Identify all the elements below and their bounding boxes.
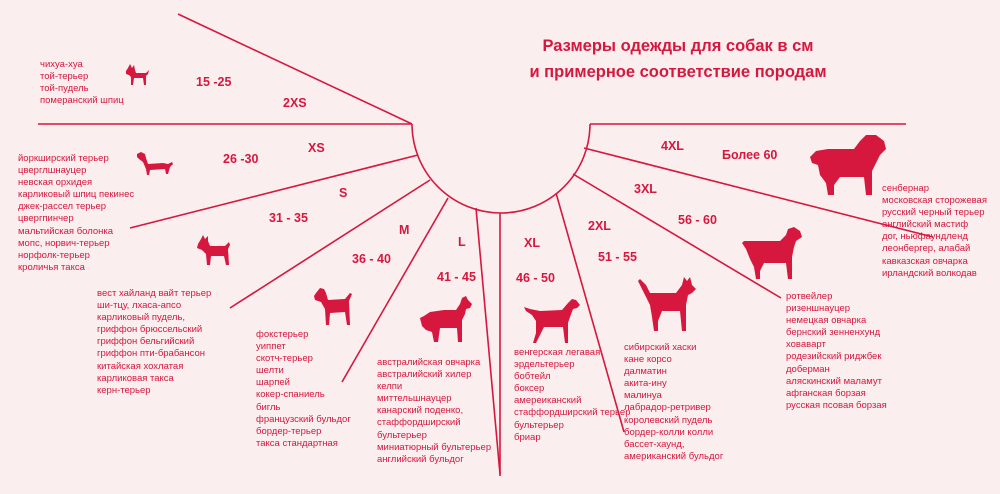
breed-item: французский бульдог	[256, 413, 351, 425]
breed-item: бультерьер	[377, 429, 427, 441]
breed-item: бордер-терьер	[256, 425, 322, 437]
page-title	[488, 33, 868, 85]
breed-list-s	[97, 288, 211, 397]
breed-item: джек-рассел терьер	[18, 201, 107, 213]
breed-item: ирландский волкодав	[882, 267, 977, 279]
breed-item: стаффордширский терьер	[514, 407, 631, 419]
breed-item: доберман	[786, 363, 830, 375]
breed-item: гриффон брюссельский	[97, 324, 203, 336]
breed-item: русский черный терьер	[882, 207, 985, 219]
size-range-2xs: 15 -25	[196, 75, 232, 89]
breed-item: норфолк-терьер	[18, 249, 90, 261]
title-line-1: Размеры одежды для собак в см	[542, 37, 814, 55]
breed-item: австралийская овчарка	[377, 357, 481, 368]
breed-item: миттельшнауцер	[377, 393, 452, 405]
breed-item: керн-терьер	[97, 384, 151, 396]
size-label-s: S	[339, 186, 348, 200]
size-label-3xl: 3XL	[634, 182, 657, 196]
breed-item: бассет-хаунд,	[624, 438, 685, 450]
dachshund-silhouette-icon	[136, 152, 174, 180]
breed-item: гриффон пти-брабансон	[97, 348, 205, 360]
breed-item: ротвейлер	[786, 291, 833, 302]
breed-item: карликовый шпиц пекинес	[18, 189, 135, 201]
breed-item: лабрадор-ретривер	[624, 402, 711, 414]
size-label-4xl: 4XL	[661, 139, 684, 153]
size-label-2xs: 2XS	[283, 96, 307, 110]
breed-item: сенбернар	[882, 183, 929, 194]
breed-item: кокер-спаниель	[256, 389, 325, 401]
breed-item: американский бульдог	[624, 450, 724, 462]
breed-item: сибирский хаски	[624, 342, 697, 353]
breed-item: мопс, норвич-терьер	[18, 237, 110, 249]
size-label-m: M	[399, 223, 410, 237]
breed-item: такса стандартная	[256, 437, 338, 449]
breed-item: афганская борзая	[786, 387, 866, 399]
breed-item: келпи	[377, 381, 403, 393]
breed-item: скотч-терьер	[256, 353, 313, 365]
breed-item: амереиканский	[514, 395, 582, 407]
husky-silhouette-icon	[636, 275, 698, 333]
size-range-m: 36 - 40	[352, 252, 391, 266]
breed-item: ши-тцу, лхаса-апсо	[97, 300, 182, 312]
breed-item: бигль	[256, 401, 281, 413]
breed-item: гриффон бельгийский	[97, 336, 195, 348]
breed-item: миниатюрный бультерьер	[377, 441, 492, 453]
breed-list-4xl	[882, 183, 987, 280]
breed-list-2xl	[624, 342, 723, 463]
breed-item: кане корсо	[624, 354, 672, 366]
breed-item: китайская хохлатая	[97, 360, 184, 372]
breed-item: той-пудель	[40, 83, 89, 95]
breed-item: австралийский хилер	[377, 369, 472, 381]
breed-item: йоркширский терьер	[18, 153, 109, 164]
westie-silhouette-icon	[195, 235, 233, 267]
rottweiler-silhouette-icon	[738, 223, 804, 281]
size-label-xl: XL	[524, 236, 540, 250]
breed-item: кавказская овчарка	[882, 255, 968, 267]
size-label-2xl: 2XL	[588, 219, 611, 233]
breed-item: леонбергер, алабай	[882, 243, 971, 255]
breed-item: немецкая овчарка	[786, 315, 867, 327]
size-range-4xl: Более 60	[722, 148, 778, 162]
size-range-3xl: 56 - 60	[678, 213, 717, 227]
breed-item: канарский поденко,	[377, 405, 464, 417]
breed-item: бернский зенненхунд	[786, 327, 881, 339]
fox-terrier-silhouette-icon	[312, 287, 356, 327]
title-line-2: и примерное соответствие породам	[529, 63, 827, 81]
breed-item: ховаварт	[786, 339, 826, 351]
breed-list-2xs	[40, 59, 124, 107]
breed-item: русская псовая борзая	[786, 399, 887, 411]
australian-shepherd-silhouette-icon	[418, 296, 474, 344]
breed-item: уиппет	[256, 341, 286, 353]
breed-item: родезийский риджбек	[786, 351, 882, 363]
breed-item: бобтейл	[514, 371, 551, 383]
breed-item: чихуа-хуа	[40, 59, 83, 70]
breed-item: английский мастиф	[882, 219, 969, 231]
chihuahua-silhouette-icon	[124, 64, 150, 86]
breed-item: той-терьер	[40, 71, 89, 83]
breed-item: стаффордширский	[377, 417, 461, 429]
breed-item: бриар	[514, 431, 541, 443]
breed-item: боксер	[514, 383, 545, 395]
breed-item: карликовый пудель,	[97, 312, 186, 324]
breed-list-l	[377, 357, 491, 466]
breed-item: дог, ньюфаундленд	[882, 231, 968, 243]
breed-item: аляскинский маламут	[786, 375, 882, 387]
breed-item: эрдельтерьер	[514, 359, 575, 371]
pointer-silhouette-icon	[522, 295, 582, 345]
breed-item: карликовая такса	[97, 372, 174, 384]
breed-item: королевский пудель	[624, 414, 713, 426]
breed-item: вест хайланд вайт терьер	[97, 288, 212, 299]
breed-item: невская орхидея	[18, 177, 93, 189]
breed-item: московская сторожевая	[882, 195, 987, 207]
size-label-l: L	[458, 235, 466, 249]
saint-bernard-silhouette-icon	[806, 133, 888, 199]
breed-list-xl	[514, 347, 631, 444]
breed-item: акита-ину	[624, 378, 667, 390]
breed-list-m	[256, 329, 351, 450]
breed-item: ризеншнауцер	[786, 303, 851, 315]
breed-item: фокстерьер	[256, 329, 309, 340]
size-range-xs: 26 -30	[223, 152, 259, 166]
breed-item: померанский шпиц	[40, 95, 124, 107]
breed-item: далматин	[624, 366, 667, 378]
size-range-l: 41 - 45	[437, 270, 476, 284]
breed-item: бордер-колли колли	[624, 426, 714, 438]
size-range-2xl: 51 - 55	[598, 250, 637, 264]
size-range-xl: 46 - 50	[516, 271, 555, 285]
size-range-s: 31 - 35	[269, 211, 308, 225]
breed-item: венгерская легавая	[514, 347, 601, 358]
breed-list-3xl	[786, 291, 887, 412]
breed-item: мальтийская болонка	[18, 225, 114, 237]
breed-item: бультерьер	[514, 419, 564, 431]
breed-list-xs	[18, 153, 134, 274]
breed-item: шелти	[256, 365, 284, 377]
breed-item: кроличья такса	[18, 261, 85, 273]
breed-item: малинуа	[624, 390, 662, 402]
breed-item: цвергпинчер	[18, 213, 74, 225]
semicircle-arc	[412, 124, 590, 213]
breed-item: шарпей	[256, 377, 290, 389]
breed-item: цверглшнауцер	[18, 165, 87, 177]
size-label-xs: XS	[308, 141, 325, 155]
breed-item: английский бульдог	[377, 453, 464, 465]
